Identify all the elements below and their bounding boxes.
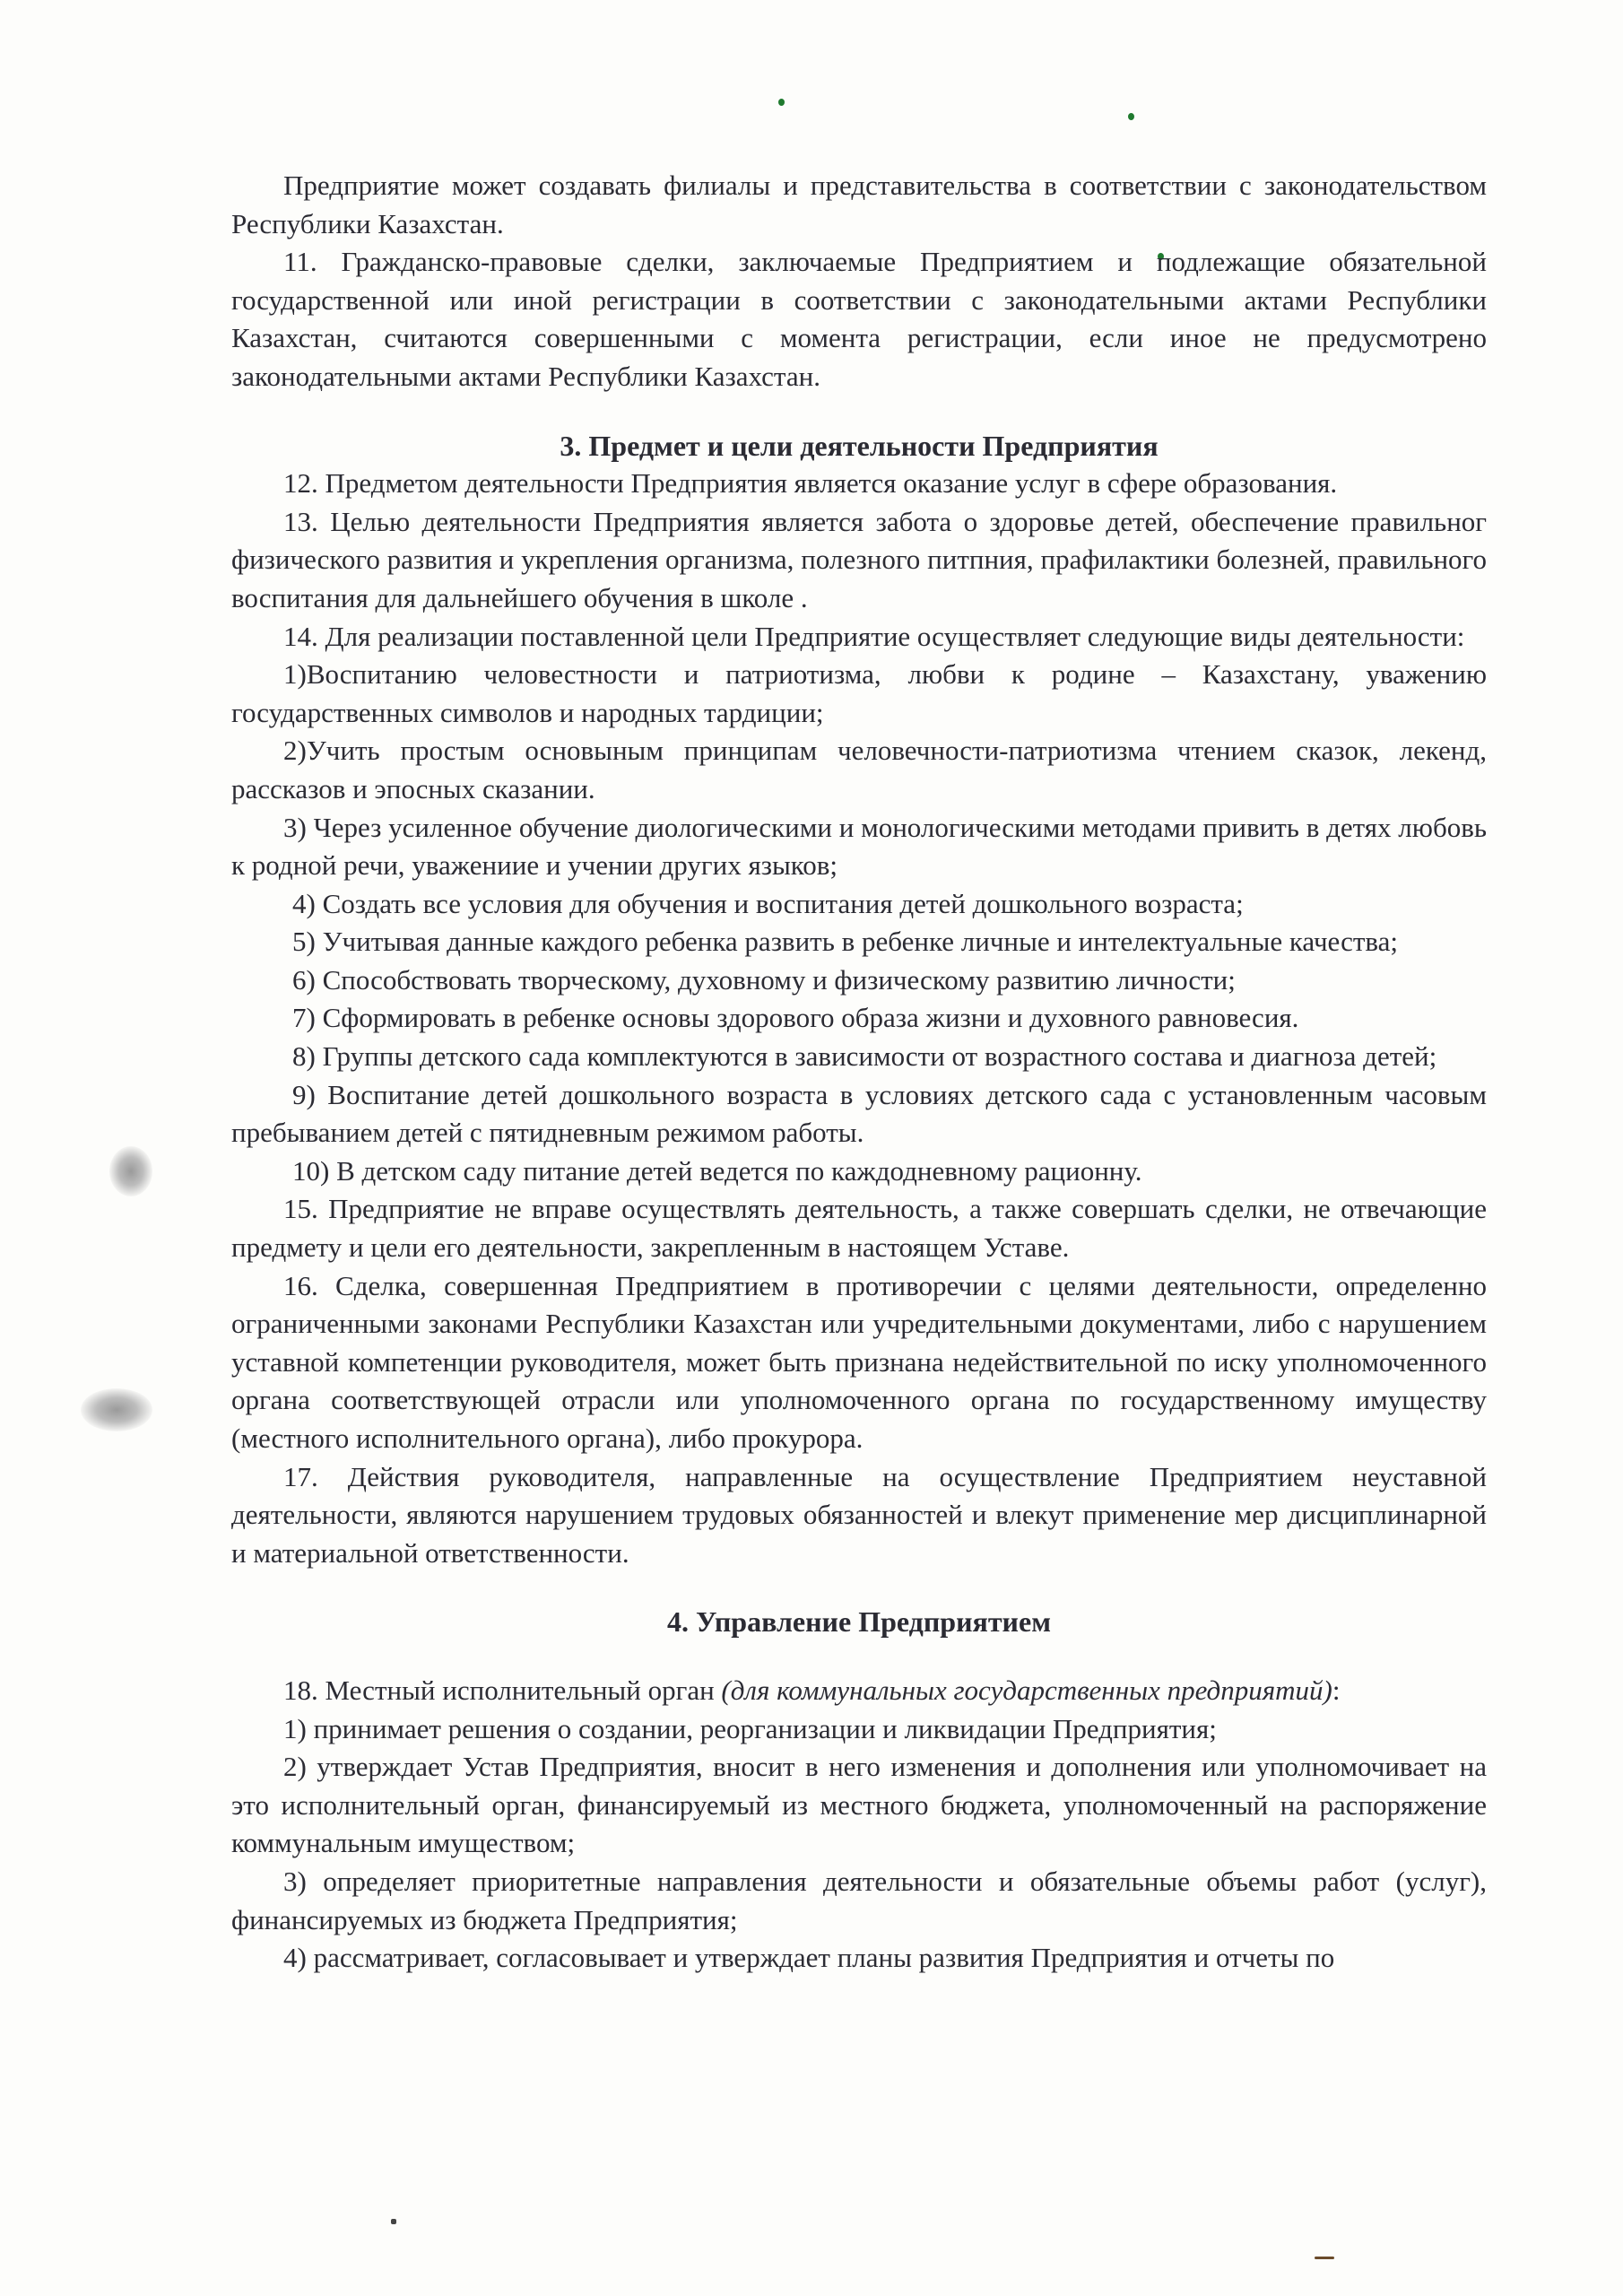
paragraph-14: 14. Для реализации поставленной цели Предприятие осуществляет следующие виды деятельности: bbox=[283, 620, 1465, 652]
punch-hole-shadow bbox=[81, 1388, 152, 1431]
ink-mark bbox=[1315, 2257, 1334, 2259]
section-3-title: 3. Предмет и цели деятельности Предприятия bbox=[560, 429, 1159, 462]
paragraph: Предприятие может создавать филиалы и представительства в соответствии с законодательством Республики Казахстан. bbox=[231, 170, 1487, 239]
punch-hole-shadow bbox=[109, 1146, 152, 1196]
list-item: 9) Воспитание детей дошкольного возраста в условиях детского сада с установленным часовым пребыванием детей с пятидневным режимом работы. bbox=[231, 1078, 1487, 1149]
list-item: 4) рассматривает, согласовывает и утверждает планы развития Предприятия и отчеты по bbox=[283, 1942, 1335, 1974]
list-item: 5) Учитывая данные каждого ребенка развить в ребенке личные и интелектуальные качества; bbox=[292, 926, 1398, 958]
paragraph-18-colon: : bbox=[1332, 1674, 1341, 1706]
paragraph-15: 15. Предприятие не вправе осуществлять деятельность, а также совершать сделки, не отвечающие предмету и цели его деятельности, закрепленным в настоящем Уставе. bbox=[231, 1193, 1487, 1264]
paragraph-13: 13. Целью деятельности Предприятия является забота о здоровье детей, обеспечение правильног физического развития и укрепления организма, полезного питпния, прафилактики болезней, правильного воспитания для дальнейшего обучения в школе . bbox=[231, 505, 1487, 613]
list-item: 3) Через усиленное обучение диологическими и монологическими методами привить в детях любовь к родной речи, уважениие и учении других языков; bbox=[231, 811, 1487, 882]
paragraph-18-note: (для коммунальных государственных предприятий) bbox=[721, 1674, 1332, 1706]
ink-speck bbox=[778, 99, 785, 106]
paragraph-12: 12. Предметом деятельности Предприятия является оказание услуг в сфере образования. bbox=[283, 467, 1338, 500]
section-4-title: 4. Управление Предприятием bbox=[667, 1605, 1051, 1639]
paragraph-18-lead: 18. Местный исполнительный орган bbox=[283, 1674, 722, 1706]
list-item: 6) Способствовать творческому, духовному и физическому развитию личности; bbox=[292, 963, 1236, 996]
list-item: 8) Группы детского сада комплектуются в зависимости от возрастного состава и диагноза детей; bbox=[292, 1040, 1437, 1073]
paragraph-17: 17. Действия руководителя, направленные на осуществление Предприятием неуставной деятельности, являются нарушением трудовых обязанностей и влекут применение мер дисциплинарной и материальной ответственности. bbox=[231, 1460, 1487, 1569]
list-item: 3) определяет приоритетные направления деятельности и обязательные объемы работ (услуг), финансируемых из бюджета Предприятия; bbox=[231, 1865, 1487, 1935]
paragraph-11: 11. Гражданско-правовые сделки, заключаемые Предприятием и подлежащие обязательной государственной или иной регистрации в соответствии с законодательными актами Республики Казахстан, считаются совершенными с момента регистрации, если иное не предусмотрено законодательными актами Республики Казахстан. bbox=[231, 246, 1487, 392]
ink-speck bbox=[1128, 113, 1134, 120]
paragraph-16: 16. Сделка, совершенная Предприятием в противоречии с целями деятельности, определенно ограниченными законами Республики Казахстан или учредительными документами, либо с нарушением уставной компетенции руководителя, может быть признана недействительной по иску уполномоченного органа соответствующей отрасли или уполномоченного органа по государственному имуществу (местного исполнительного органа), либо прокурора. bbox=[231, 1269, 1487, 1454]
paragraph-18 bbox=[231, 1672, 1487, 1710]
ink-mark bbox=[391, 2219, 396, 2224]
document-body bbox=[231, 167, 1487, 1978]
list-item: 1)Воспитанию человестности и патриотизма, любви к родине – Казахстану, уважению государственных символов и народных тардиции; bbox=[231, 658, 1487, 728]
list-item: 1) принимает решения о создании, реорганизации и ликвидации Предприятия; bbox=[283, 1712, 1217, 1744]
list-item: 2) утверждает Устав Предприятия, вносит в него изменения и дополнения или уполномочивает на это исполнительный орган, финансируемый из местного бюджета, уполномоченный на распоряжение коммунальным имуществом; bbox=[231, 1751, 1487, 1859]
list-item: 7) Сформировать в ребенке основы здорового образа жизни и духовного равновесия. bbox=[292, 1002, 1299, 1034]
list-item: 10) В детском саду питание детей ведется по каждодневному рационну. bbox=[292, 1154, 1142, 1187]
list-item: 4) Создать все условия для обучения и воспитания детей дошкольного возраста; bbox=[292, 887, 1244, 919]
list-item: 2)Учить простым основыным принципам человечности-патриотизма чтением сказок, лекенд, рассказов и эпосных сказании. bbox=[231, 735, 1487, 804]
